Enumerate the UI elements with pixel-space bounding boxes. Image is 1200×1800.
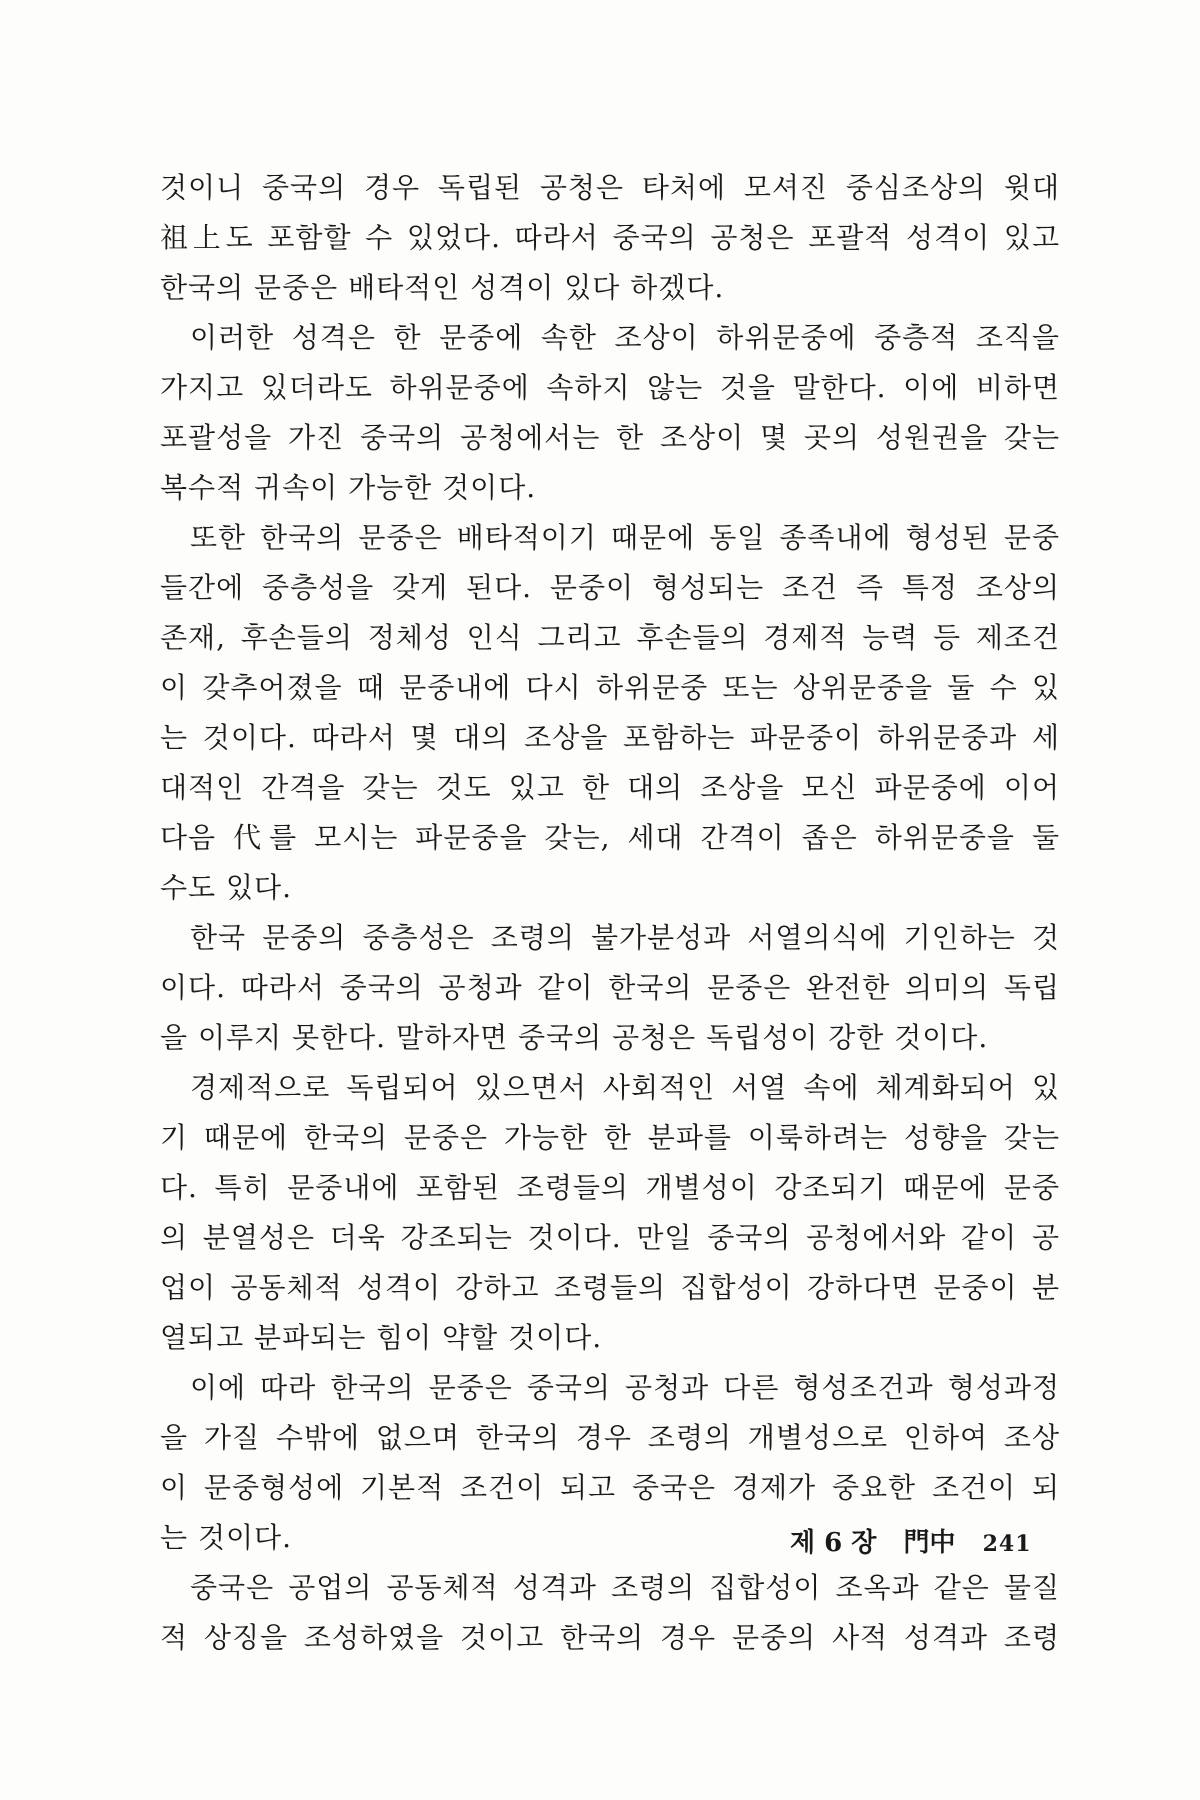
text-line: 열되고 분파되는 힘이 약할 것이다.	[160, 1321, 603, 1354]
text-line: 수도 있다.	[160, 871, 292, 904]
text-line: 이에 따라 한국의 문중은 중국의 공청과 다른 형성조건과 형성과정	[190, 1371, 1060, 1404]
text-line: 업이 공동체적 성격이 강하고 조령들의 집합성이 강하다면 문중이 분	[160, 1271, 1060, 1304]
text-line: 기 때문에 한국의 문중은 가능한 한 분파를 이룩하려는 성향을 갖는	[160, 1121, 1060, 1154]
text-line: 을 이루지 못한다. 말하자면 중국의 공청은 독립성이 강한 것이다.	[160, 1021, 989, 1054]
text-line: 경제적으로 독립되어 있으면서 사회적인 서열 속에 체계화되어 있	[190, 1071, 1060, 1104]
text-line: 적 상징을 조성하였을 것이고 한국의 경우 문중의 사적 성격과 조령	[160, 1621, 1060, 1654]
text-line: 다. 특히 문중내에 포함된 조령들의 개별성이 강조되기 때문에 문중	[160, 1171, 1060, 1204]
text-line: 이러한 성격은 한 문중에 속한 조상이 하위문중에 중층적 조직을	[190, 321, 1060, 354]
text-line: 는 것이다.	[160, 1521, 292, 1554]
text-line: 을 가질 수밖에 없으며 한국의 경우 조령의 개별성으로 인하여 조상	[160, 1421, 1060, 1454]
text-line: 가지고 있더라도 하위문중에 속하지 않는 것을 말한다. 이에 비하면	[160, 371, 1060, 404]
text-line: 한국의 문중은 배타적인 성격이 있다 하겠다.	[160, 271, 725, 304]
text-line: 존재, 후손들의 정체성 인식 그리고 후손들의 경제적 능력 등 제조건	[160, 621, 1060, 654]
page-footer	[790, 1523, 1050, 1563]
text-line: 포괄성을 가진 중국의 공청에서는 한 조상이 몇 곳의 성원권을 갖는	[160, 421, 1060, 454]
text-line: 한국 문중의 중층성은 조령의 불가분성과 서열의식에 기인하는 것	[190, 921, 1060, 954]
text-line: 이다. 따라서 중국의 공청과 같이 한국의 문중은 완전한 의미의 독립	[160, 971, 1060, 1004]
text-line: 이 문중형성에 기본적 조건이 되고 중국은 경제가 중요한 조건이 되	[160, 1471, 1060, 1504]
text-line: 대적인 간격을 갖는 것도 있고 한 대의 조상을 모신 파문중에 이어	[160, 771, 1060, 804]
text-line: 또한 한국의 문중은 배타적이기 때문에 동일 종족내에 형성된 문중	[190, 521, 1060, 554]
text-line: 祖上도 포함할 수 있었다. 따라서 중국의 공청은 포괄적 성격이 있고	[160, 221, 1060, 254]
body-text	[160, 163, 1060, 1663]
text-line: 다음 代를 모시는 파문중을 갖는, 세대 간격이 좁은 하위문중을 둘	[160, 821, 1060, 854]
text-line: 는 것이다. 따라서 몇 대의 조상을 포함하는 파문중이 하위문중과 세	[160, 721, 1060, 754]
page-number: 241	[982, 1531, 1032, 1557]
text-line: 것이니 중국의 경우 독립된 공청은 타처에 모셔진 중심조상의 윗대	[160, 171, 1060, 204]
chapter-label: 제 6 장	[790, 1528, 877, 1558]
text-line: 이 갖추어졌을 때 문중내에 다시 하위문중 또는 상위문중을 둘 수 있	[160, 671, 1060, 704]
text-line: 복수적 귀속이 가능한 것이다.	[160, 471, 537, 504]
text-line: 의 분열성은 더욱 강조되는 것이다. 만일 중국의 공청에서와 같이 공	[160, 1221, 1060, 1254]
section-label: 門中	[903, 1528, 956, 1558]
text-line: 중국은 공업의 공동체적 성격과 조령의 집합성이 조옥과 같은 물질	[190, 1571, 1060, 1604]
text-line: 들간에 중층성을 갖게 된다. 문중이 형성되는 조건 즉 특정 조상의	[160, 571, 1060, 604]
